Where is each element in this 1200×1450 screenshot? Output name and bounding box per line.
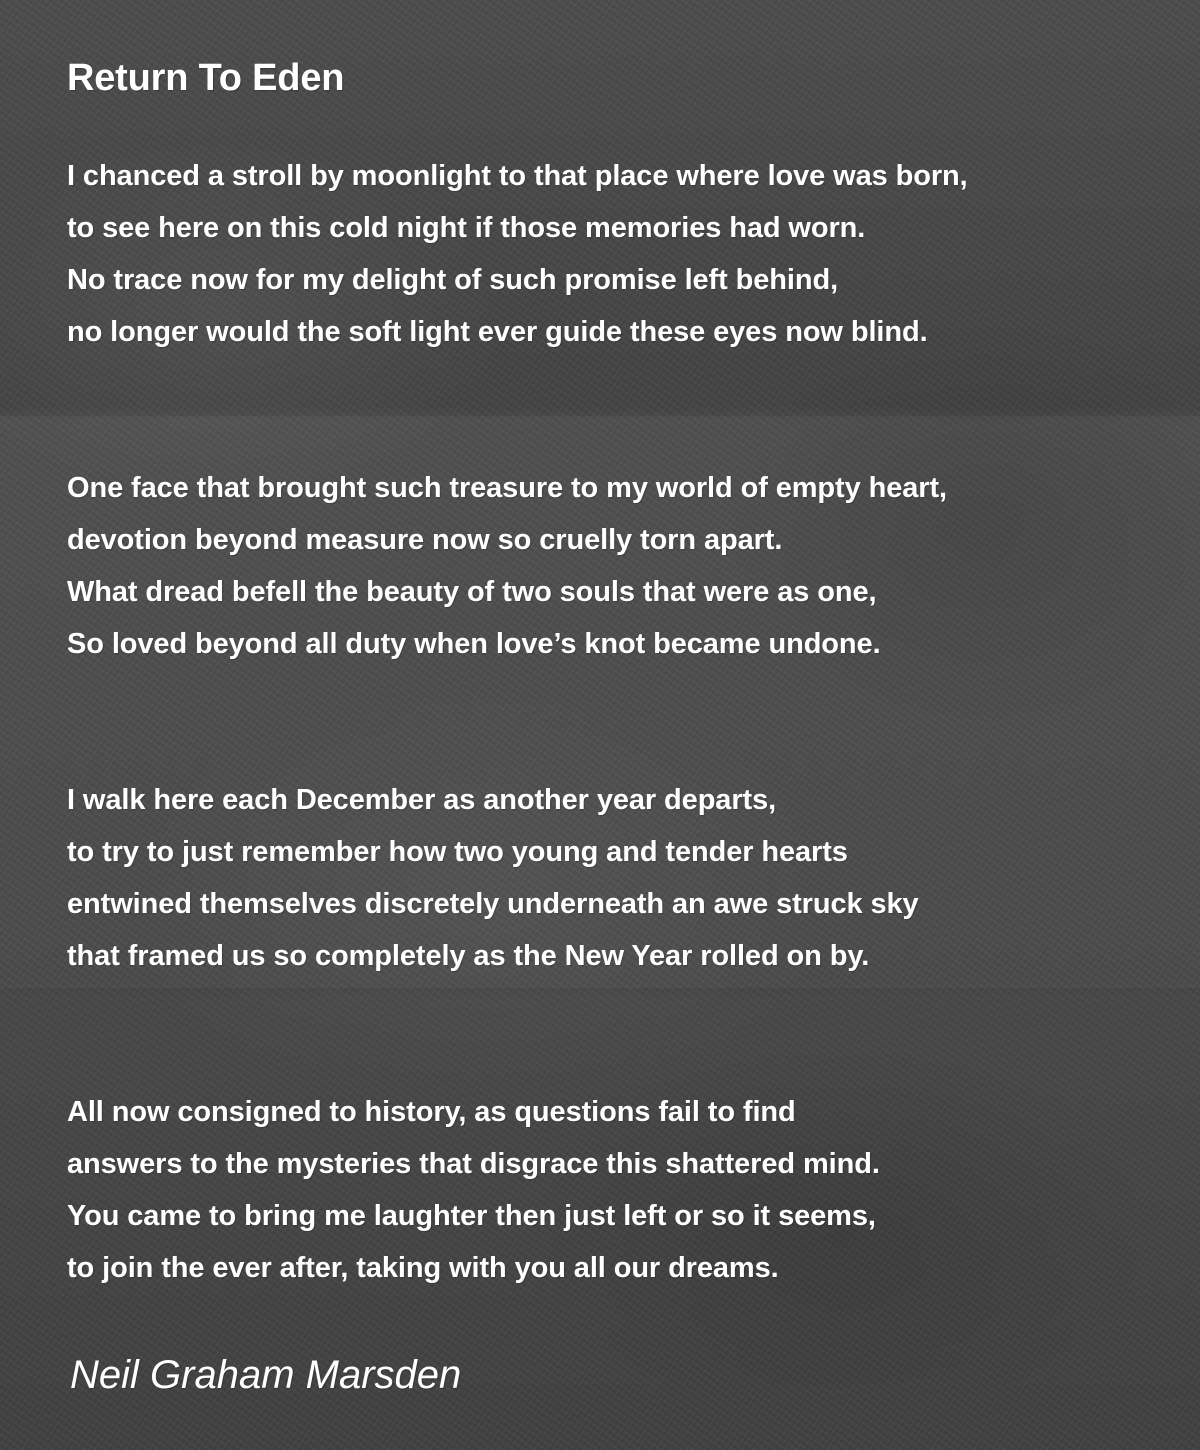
poem-stanza-1 — [67, 150, 968, 358]
poem-line: no longer would the soft light ever guide these eyes now blind. — [67, 316, 928, 348]
poem-stanza-3 — [67, 774, 919, 982]
poem-line: No trace now for my delight of such promise left behind, — [67, 264, 839, 296]
poem-line: entwined themselves discretely underneath an awe struck sky — [67, 888, 919, 920]
poem-author: Neil Graham Marsden — [70, 1353, 462, 1397]
poem-line: All now consigned to history, as questions fail to find — [67, 1096, 796, 1128]
poem-title: Return To Eden — [67, 57, 345, 99]
poem-line: I walk here each December as another year departs, — [67, 784, 777, 816]
poem-line: to try to just remember how two young and tender hearts — [67, 836, 848, 868]
poem-stanza-2 — [67, 462, 947, 670]
poem-line: I chanced a stroll by moonlight to that place where love was born, — [67, 160, 968, 192]
poem-line: to join the ever after, taking with you all our dreams. — [67, 1252, 779, 1284]
poem-stanza-4 — [67, 1086, 880, 1294]
poem-line: answers to the mysteries that disgrace this shattered mind. — [67, 1148, 880, 1180]
poem-line: So loved beyond all duty when love’s knot became undone. — [67, 628, 881, 660]
poem-line: What dread befell the beauty of two souls that were as one, — [67, 576, 877, 608]
poem-line: that framed us so completely as the New Year rolled on by. — [67, 940, 870, 972]
poem-line: One face that brought such treasure to my world of empty heart, — [67, 472, 947, 504]
poem-line: to see here on this cold night if those memories had worn. — [67, 212, 866, 244]
poem-line: You came to bring me laughter then just left or so it seems, — [67, 1200, 876, 1232]
poem-line: devotion beyond measure now so cruelly torn apart. — [67, 524, 783, 556]
